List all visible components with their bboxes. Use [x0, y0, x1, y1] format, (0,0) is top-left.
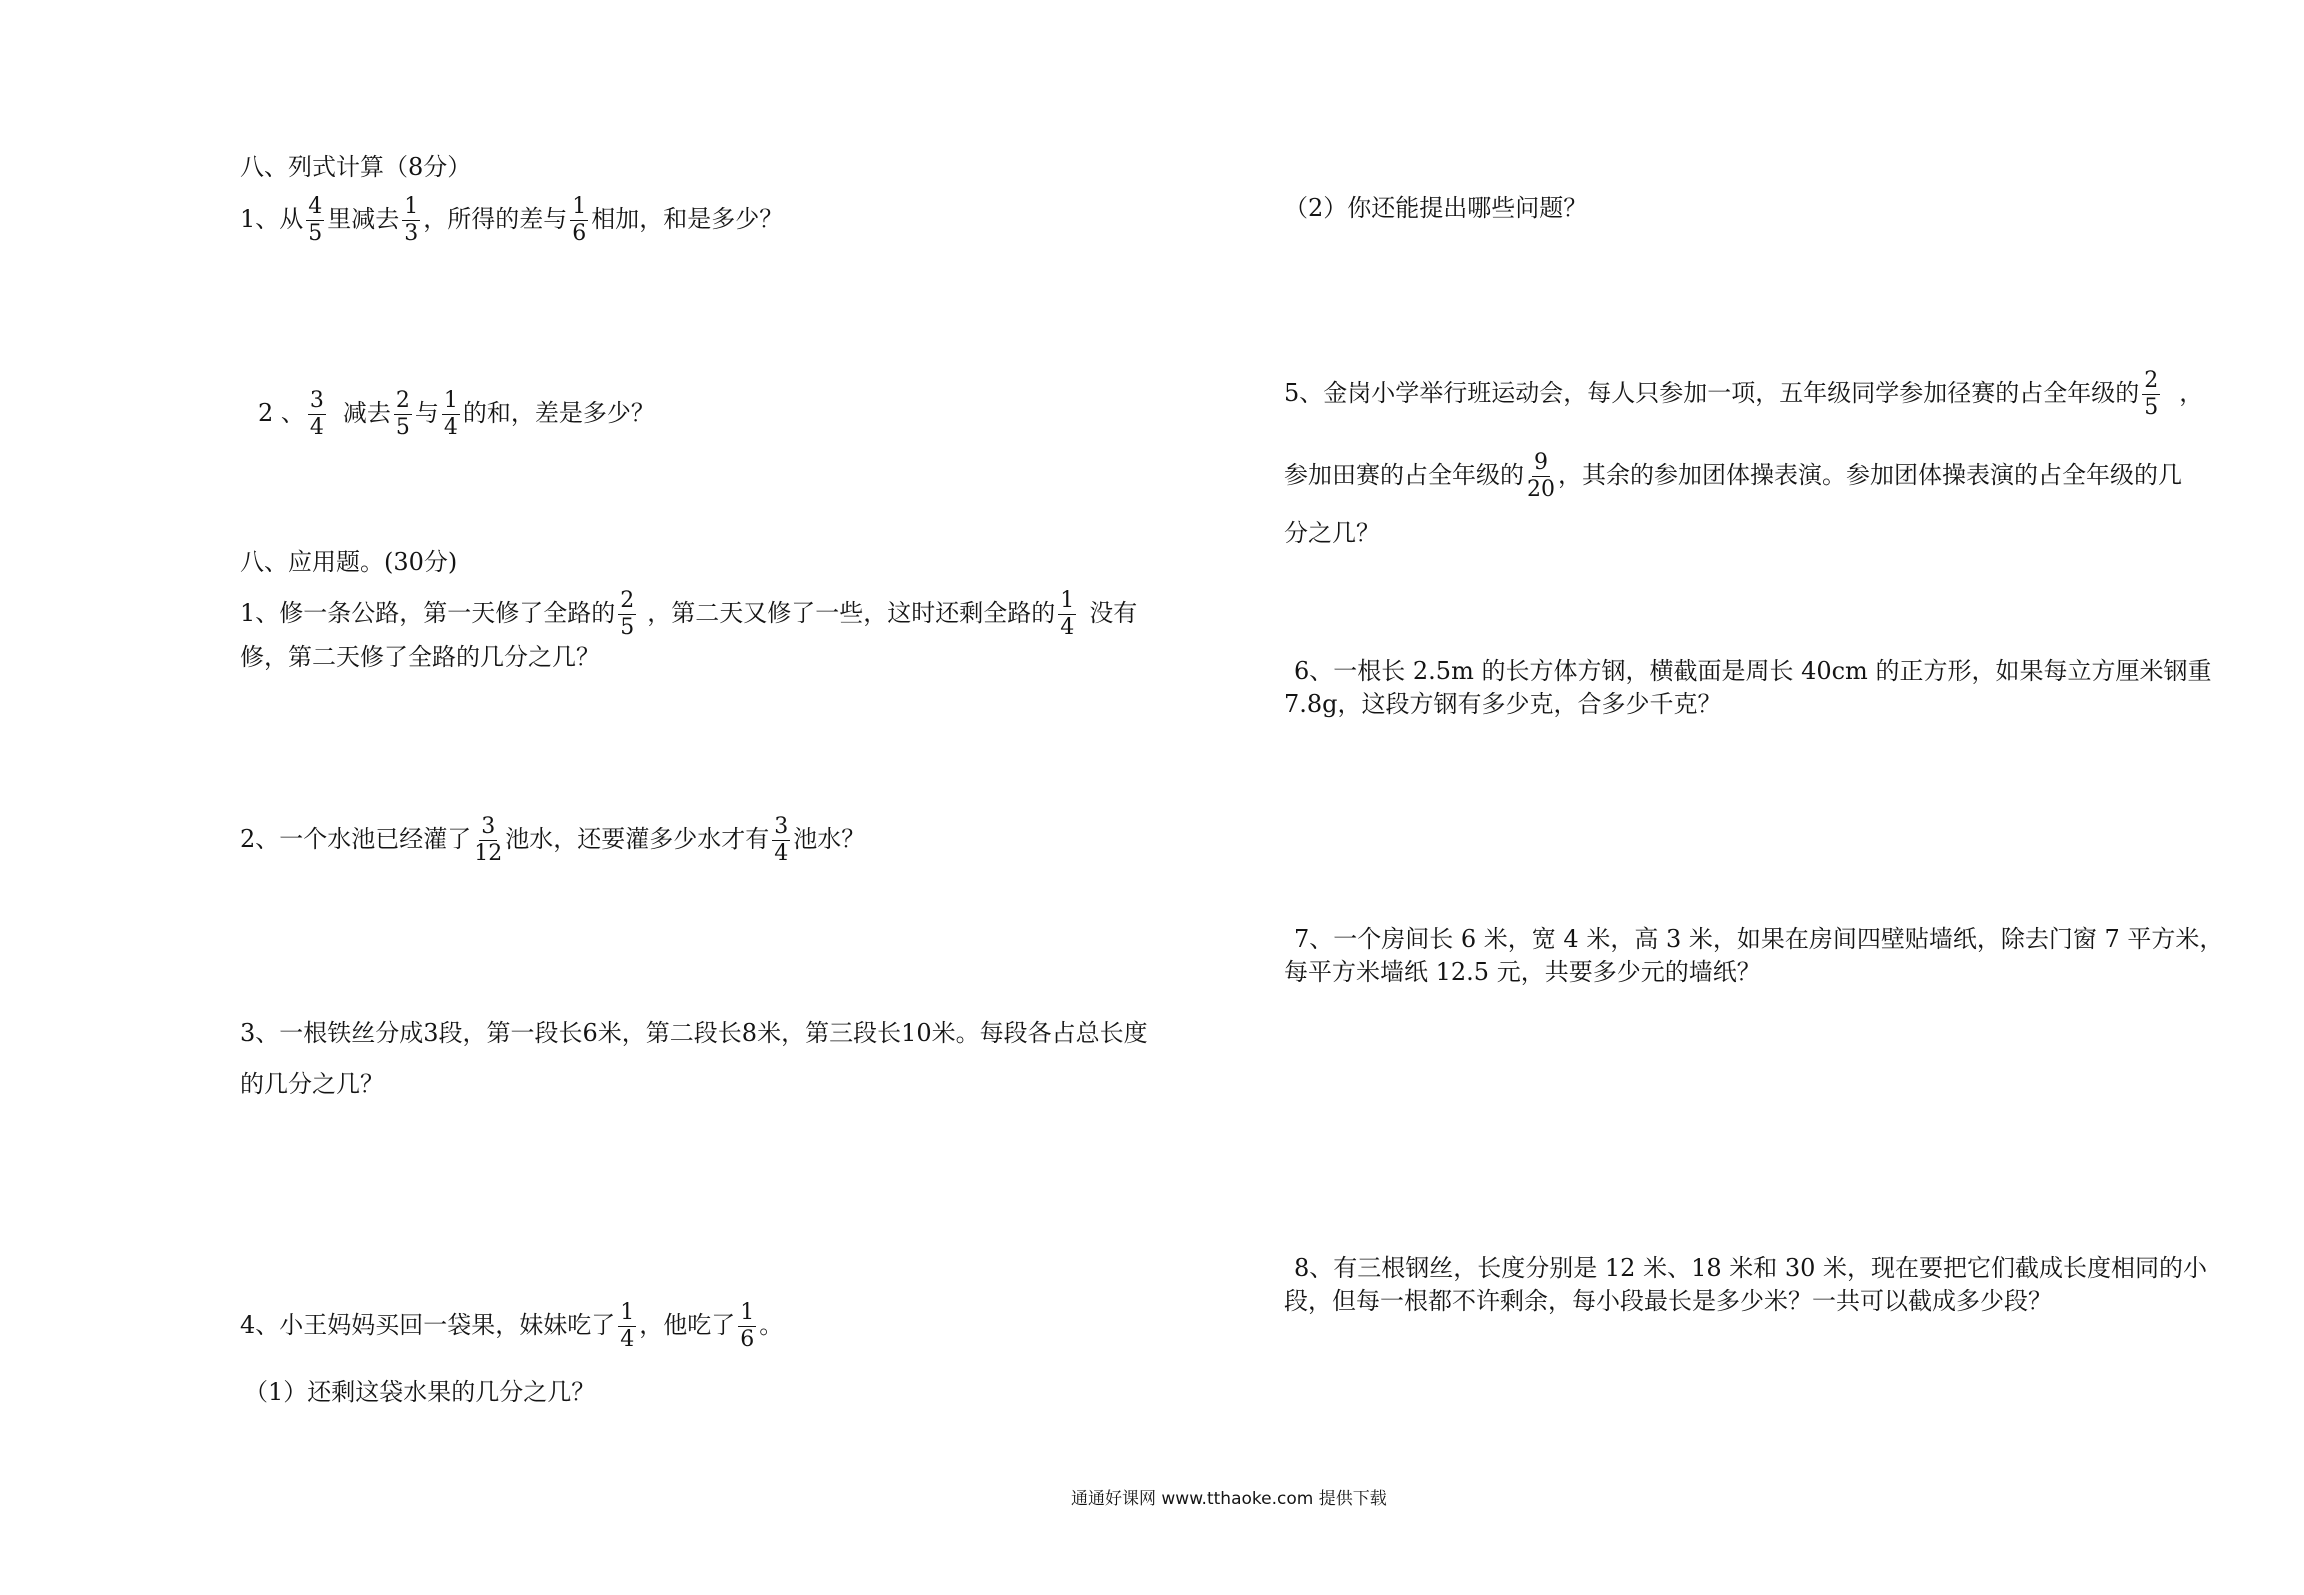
- fraction: $\frac{4}{5}$: [308, 194, 323, 246]
- fraction: $\frac{2}{5}$: [395, 388, 410, 440]
- word-problem-4: 4、小王妈妈买回一袋果，妹妹吃了 $\frac{1}{4}$ ，他吃了 $\frac{1}{6}$ 。: [240, 1300, 784, 1352]
- word-problem-8: 8、有三根钢丝，长度分别是 12 米、18 米和 30 米，现在要把它们截成长度相同的小: [1294, 1254, 2208, 1282]
- calc-question-1: 1、从 $\frac{4}{5}$ 里减去 $\frac{1}{3}$ ，所得的差与 $\frac{1}{6}$ 相加，和是多少？: [240, 194, 784, 246]
- word-problem-5-line2: 参加田赛的占全年级的 $\frac{9}{20}$ ，其余的参加团体操表演。参加团体操表演的占全年级的几: [1284, 450, 2182, 502]
- word-problem-4-sub1: （1）还剩这袋水果的几分之几？: [244, 1378, 596, 1406]
- word-problem-3: 3、一根铁丝分成3段，第一段长6米，第二段长8米，第三段长10米。每段各占总长度: [240, 1019, 1148, 1047]
- word-problem-3-line2: 的几分之几？: [240, 1070, 384, 1098]
- fraction: $\frac{1}{6}$: [740, 1300, 755, 1352]
- fraction: $\frac{1}{4}$: [443, 388, 458, 440]
- fraction: $\frac{3}{12}$: [474, 814, 503, 866]
- fraction: $\frac{1}{4}$: [1060, 588, 1075, 640]
- word-problem-4-sub2: （2）你还能提出哪些问题？: [1284, 194, 1588, 222]
- word-problem-6-line2: 7.8g，这段方钢有多少克，合多少千克？: [1284, 690, 1722, 718]
- fraction: $\frac{3}{4}$: [309, 388, 324, 440]
- fraction: $\frac{3}{4}$: [774, 814, 789, 866]
- fraction: $\frac{9}{20}$: [1527, 450, 1555, 502]
- fraction: $\frac{2}{5}$: [620, 588, 635, 640]
- fraction: $\frac{2}{5}$: [2144, 368, 2159, 420]
- word-problem-7-line2: 每平方米墙纸 12.5 元，共要多少元的墙纸？: [1284, 958, 1761, 986]
- word-problem-6: 6、一根长 2.5m 的长方体方钢，横截面是周长 40cm 的正方形，如果每立方厘米钢重: [1294, 657, 2212, 685]
- word-problem-1: 1、修一条公路，第一天修了全路的 $\frac{2}{5}$ ，第二天又修了一些，这时还剩全路的 $\frac{1}{4}$ 没有: [240, 588, 1138, 640]
- word-problem-8-line2: 段，但每一根都不许剩余，每小段最长是多少米？一共可以截成多少段？: [1284, 1287, 2052, 1315]
- fraction: $\frac{1}{6}$: [572, 194, 587, 246]
- section-8-title: 八、列式计算（8分）: [240, 153, 472, 181]
- word-problem-2: 2、一个水池已经灌了 $\frac{3}{12}$ 池水，还要灌多少水才有 $\frac{3}{4}$ 池水？: [240, 814, 866, 866]
- calc-question-2: 2 、 $\frac{3}{4}$ 减去 $\frac{2}{5}$ 与 $\frac{1}{4}$ 的和，差是多少？: [258, 388, 655, 440]
- word-problem-5-line3: 分之几？: [1284, 519, 1380, 547]
- word-problem-5: 5、金岗小学举行班运动会，每人只参加一项，五年级同学参加径赛的占全年级的 $\frac{2}{5}$ ，: [1284, 368, 2204, 420]
- word-problem-1-line2: 修，第二天修了全路的几分之几？: [240, 643, 600, 671]
- footer-source: 通通好课网 www.tthaoke.com 提供下载: [1071, 1489, 1387, 1509]
- fraction: $\frac{1}{3}$: [404, 194, 419, 246]
- section-9-title: 八、应用题。(30分): [240, 548, 458, 576]
- fraction: $\frac{1}{4}$: [620, 1300, 635, 1352]
- word-problem-7: 7、一个房间长 6 米，宽 4 米，高 3 米，如果在房间四壁贴墙纸，除去门窗 7 平方米，: [1294, 925, 2224, 953]
